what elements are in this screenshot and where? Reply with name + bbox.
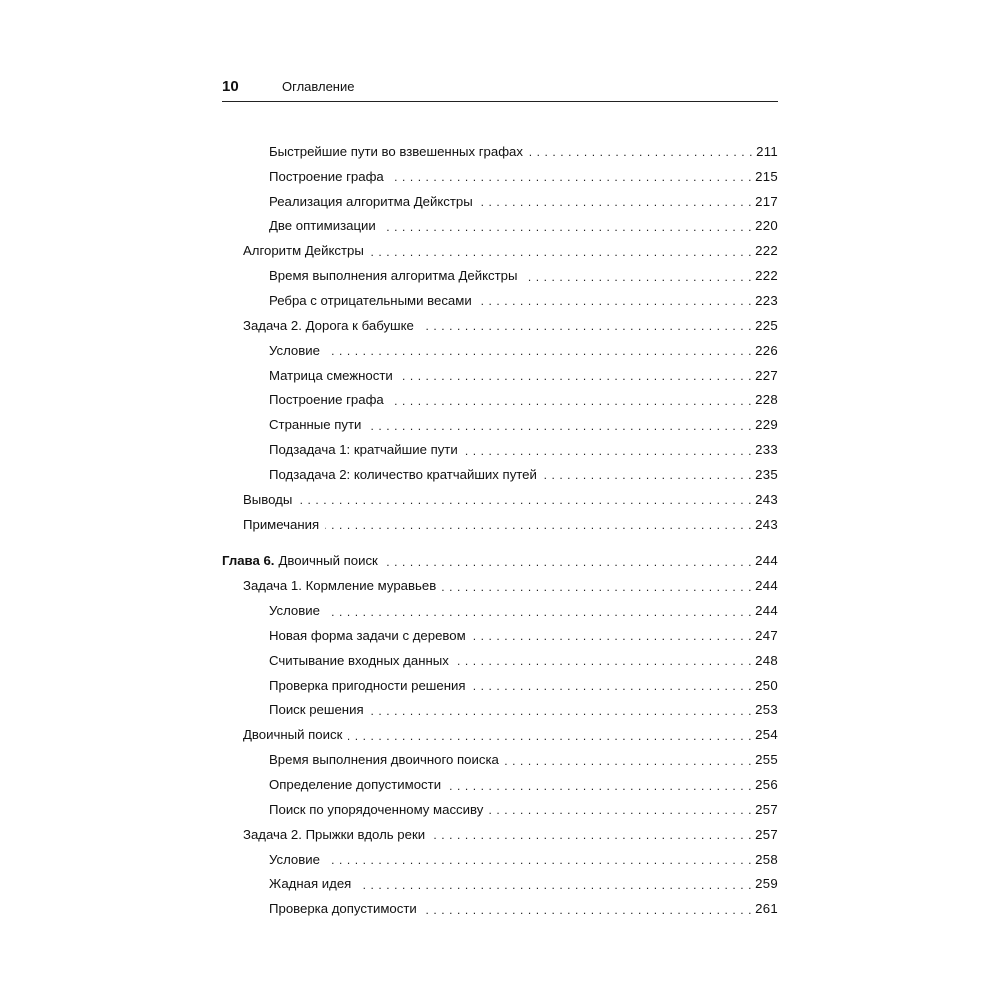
dot-leader bbox=[505, 754, 752, 768]
toc-page-ref: 223 bbox=[755, 292, 778, 308]
dot-leader bbox=[326, 853, 752, 867]
dot-leader bbox=[298, 493, 752, 507]
dot-leader bbox=[390, 394, 752, 408]
dot-leader bbox=[472, 629, 752, 643]
dot-leader bbox=[489, 803, 752, 817]
toc-subsection-row[interactable] bbox=[222, 387, 778, 412]
header-rule bbox=[222, 101, 778, 102]
toc-subsection-row[interactable] bbox=[222, 896, 778, 921]
toc-entry-title: Поиск по упорядоченному массиву bbox=[269, 801, 484, 817]
toc-chapter-row[interactable] bbox=[222, 549, 778, 574]
toc-subsection-row[interactable] bbox=[222, 412, 778, 437]
toc-section-row[interactable] bbox=[222, 238, 778, 263]
toc-subsection-row[interactable] bbox=[222, 747, 778, 772]
toc-subsection-row[interactable] bbox=[222, 623, 778, 648]
toc-page-ref: 243 bbox=[755, 491, 778, 507]
toc-subsection-row[interactable] bbox=[222, 673, 778, 698]
toc-page-ref: 247 bbox=[755, 627, 778, 643]
toc-page-ref: 244 bbox=[755, 578, 778, 594]
dot-leader bbox=[529, 145, 753, 159]
section-gap bbox=[222, 537, 778, 549]
dot-leader bbox=[447, 779, 752, 793]
chapter-label: Глава 6. bbox=[222, 553, 275, 569]
toc-entry-title: Быстрейшие пути во взвешенных графах bbox=[269, 143, 523, 159]
running-title: Оглавление bbox=[282, 79, 355, 94]
toc-subsection-row[interactable] bbox=[222, 847, 778, 872]
dot-leader bbox=[455, 654, 752, 668]
toc-page-ref: 258 bbox=[755, 851, 778, 867]
toc-subsection-row[interactable] bbox=[222, 164, 778, 189]
toc-page-ref: 225 bbox=[755, 317, 778, 333]
dot-leader bbox=[348, 729, 752, 743]
toc-entry-title: Время выполнения двоичного поиска bbox=[269, 752, 499, 768]
chapter-page-ref: 244 bbox=[755, 553, 778, 569]
toc-entry-title: Построение графа bbox=[269, 168, 384, 184]
toc-entry-title: Реализация алгоритма Дейкстры bbox=[269, 193, 473, 209]
toc-subsection-row[interactable] bbox=[222, 797, 778, 822]
toc-page-ref: 227 bbox=[755, 367, 778, 383]
toc-page-ref: 229 bbox=[755, 417, 778, 433]
dot-leader bbox=[464, 444, 752, 458]
toc-entry-title: Проверка пригодности решения bbox=[269, 677, 466, 693]
toc-entry-title: Определение допустимости bbox=[269, 777, 442, 793]
dot-leader bbox=[384, 555, 752, 569]
dot-leader bbox=[325, 518, 752, 532]
toc-entry-title: Примечания bbox=[243, 516, 320, 532]
toc-subsection-row[interactable] bbox=[222, 772, 778, 797]
toc-page-ref: 248 bbox=[755, 652, 778, 668]
toc-subsection-row[interactable] bbox=[222, 871, 778, 896]
toc-entry-title: Проверка допустимости bbox=[269, 901, 417, 917]
toc-page-ref: 244 bbox=[755, 603, 778, 619]
toc-entry-title: Матрица смежности bbox=[269, 367, 393, 383]
toc-page-ref: 257 bbox=[755, 826, 778, 842]
toc-subsection-row[interactable] bbox=[222, 214, 778, 239]
toc-subsection-row[interactable] bbox=[222, 363, 778, 388]
toc-entry-title: Новая форма задачи с деревом bbox=[269, 627, 466, 643]
toc-subsection-row[interactable] bbox=[222, 648, 778, 673]
dot-leader bbox=[326, 605, 752, 619]
dot-leader bbox=[370, 704, 753, 718]
toc-entry-title: Считывание входных данных bbox=[269, 652, 449, 668]
toc-page-ref: 228 bbox=[755, 392, 778, 408]
toc-entry-title: Алгоритм Дейкстры bbox=[243, 243, 364, 259]
toc-entry-title: Подзадача 2: количество кратчайших путей bbox=[269, 466, 537, 482]
toc-entry-title: Жадная идея bbox=[269, 876, 352, 892]
toc-subsection-row[interactable] bbox=[222, 437, 778, 462]
dot-leader bbox=[479, 195, 752, 209]
dot-leader bbox=[390, 170, 752, 184]
dot-leader bbox=[357, 878, 752, 892]
toc-entry-title: Выводы bbox=[243, 491, 293, 507]
toc-entry-title: Поиск решения bbox=[269, 702, 364, 718]
toc-section-row[interactable] bbox=[222, 822, 778, 847]
toc-group-a bbox=[222, 139, 778, 537]
toc-entry-title: Подзадача 1: кратчайшие пути bbox=[269, 442, 458, 458]
dot-leader bbox=[478, 294, 752, 308]
toc-entry-title: Задача 2. Дорога к бабушке bbox=[243, 317, 414, 333]
page-number: 10 bbox=[222, 78, 239, 95]
dot-leader bbox=[382, 220, 752, 234]
dot-leader bbox=[442, 580, 752, 594]
toc-entry-title: Две оптимизации bbox=[269, 218, 376, 234]
toc-entry-title: Двоичный поиск bbox=[243, 727, 343, 743]
toc-page-ref: 217 bbox=[755, 193, 778, 209]
toc-group-b bbox=[222, 573, 778, 921]
dot-leader bbox=[420, 319, 752, 333]
dot-leader bbox=[367, 419, 752, 433]
toc-entry-title: Странные пути bbox=[269, 417, 362, 433]
toc-page-ref: 235 bbox=[755, 466, 778, 482]
toc-page-ref: 226 bbox=[755, 342, 778, 358]
toc-subsection-row[interactable] bbox=[222, 462, 778, 487]
toc-page-ref: 261 bbox=[755, 901, 778, 917]
toc-subsection-row[interactable] bbox=[222, 598, 778, 623]
dot-leader bbox=[423, 903, 752, 917]
toc-subsection-row[interactable] bbox=[222, 263, 778, 288]
table-of-contents bbox=[222, 139, 778, 921]
toc-section-row[interactable] bbox=[222, 512, 778, 537]
dot-leader bbox=[326, 344, 752, 358]
toc-page-ref: 222 bbox=[755, 243, 778, 259]
toc-entry-title: Условие bbox=[269, 342, 320, 358]
dot-leader bbox=[543, 468, 752, 482]
toc-entry-title: Построение графа bbox=[269, 392, 384, 408]
toc-subsection-row[interactable] bbox=[222, 139, 778, 164]
toc-section-row[interactable] bbox=[222, 313, 778, 338]
dot-leader bbox=[399, 369, 752, 383]
toc-entry-title: Задача 1. Кормление муравьев bbox=[243, 578, 437, 594]
toc-page-ref: 215 bbox=[755, 168, 778, 184]
toc-section-row[interactable] bbox=[222, 487, 778, 512]
toc-page-ref: 211 bbox=[756, 143, 778, 159]
toc-page-ref: 222 bbox=[755, 268, 778, 284]
toc-page-ref: 250 bbox=[755, 677, 778, 693]
running-head bbox=[222, 78, 778, 100]
toc-page-ref: 257 bbox=[755, 801, 778, 817]
toc-entry-title: Ребра с отрицательными весами bbox=[269, 292, 472, 308]
toc-section-row[interactable] bbox=[222, 573, 778, 598]
toc-entry-title: Условие bbox=[269, 851, 320, 867]
toc-page-ref: 259 bbox=[755, 876, 778, 892]
toc-subsection-row[interactable] bbox=[222, 338, 778, 363]
dot-leader bbox=[431, 828, 752, 842]
dot-leader bbox=[523, 270, 752, 284]
toc-page-ref: 243 bbox=[755, 516, 778, 532]
toc-page-ref: 256 bbox=[755, 777, 778, 793]
toc-page-ref: 220 bbox=[755, 218, 778, 234]
toc-subsection-row[interactable] bbox=[222, 698, 778, 723]
toc-page-ref: 253 bbox=[755, 702, 778, 718]
toc-entry-title: Условие bbox=[269, 603, 320, 619]
chapter-title: Двоичный поиск bbox=[278, 553, 378, 569]
toc-subsection-row[interactable] bbox=[222, 189, 778, 214]
toc-page-ref: 254 bbox=[755, 727, 778, 743]
toc-page-ref: 233 bbox=[755, 442, 778, 458]
toc-page-ref: 255 bbox=[755, 752, 778, 768]
toc-subsection-row[interactable] bbox=[222, 288, 778, 313]
toc-entry-title: Задача 2. Прыжки вдоль реки bbox=[243, 826, 426, 842]
toc-entry-title: Время выполнения алгоритма Дейкстры bbox=[269, 268, 518, 284]
dot-leader bbox=[370, 245, 752, 259]
dot-leader bbox=[472, 679, 753, 693]
toc-section-row[interactable] bbox=[222, 722, 778, 747]
